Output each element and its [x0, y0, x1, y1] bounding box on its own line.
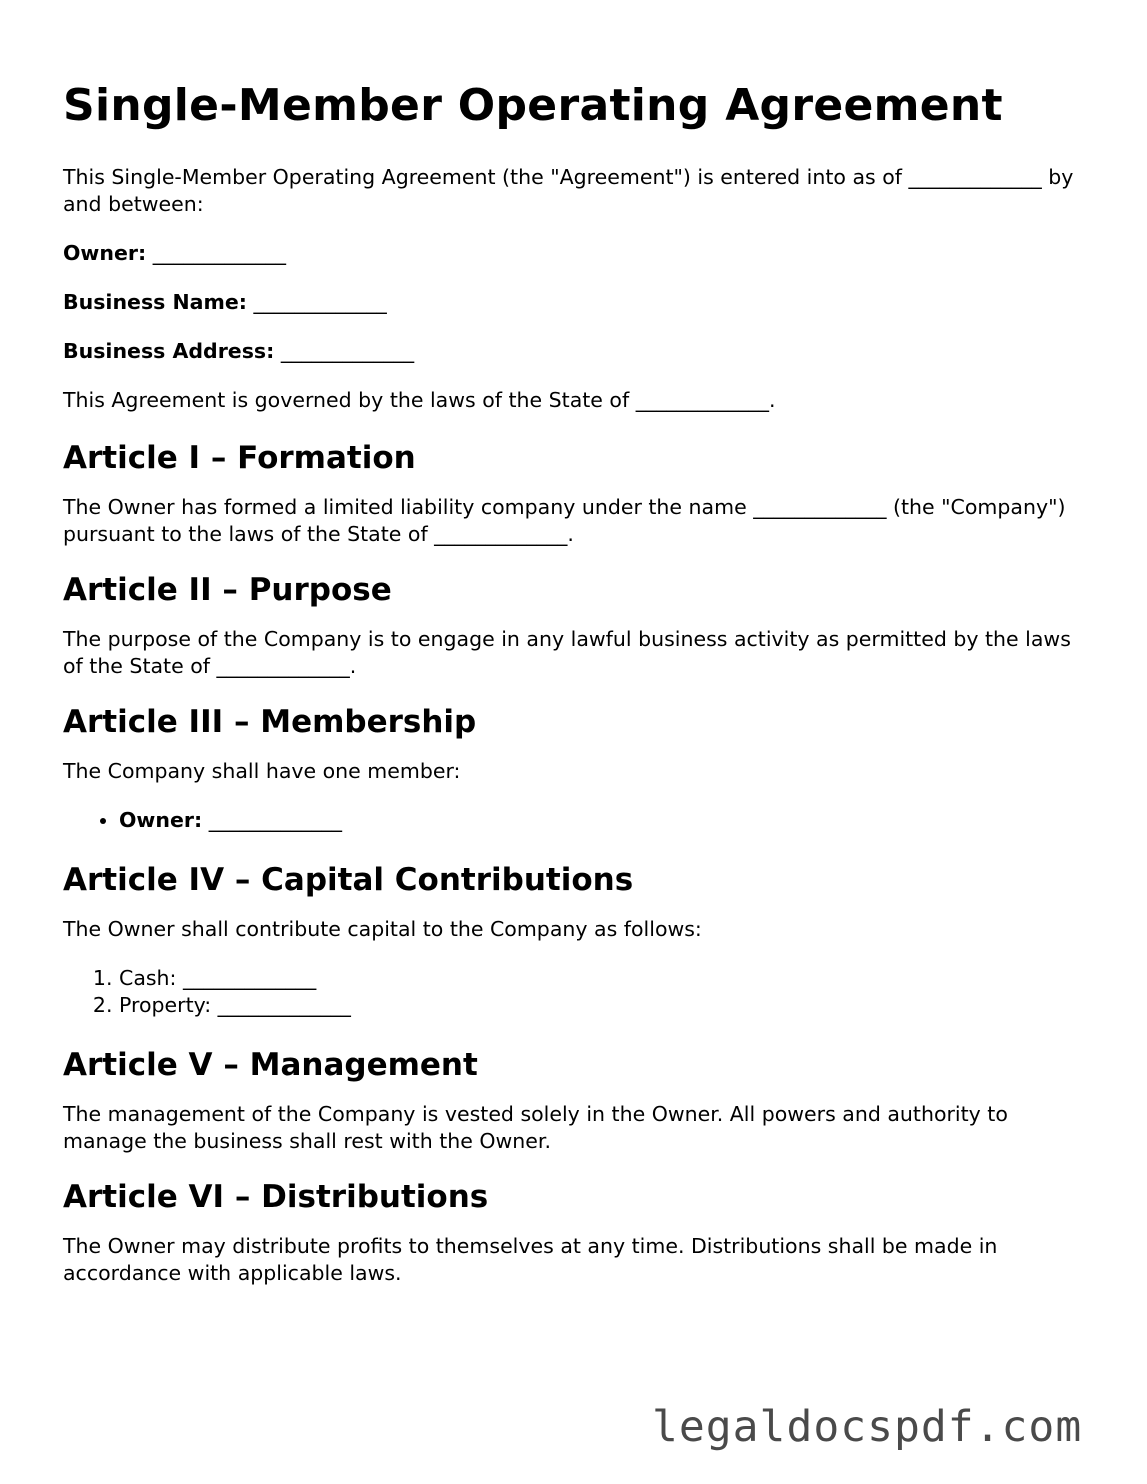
member-owner-label: Owner: — [119, 808, 203, 832]
article-body: The Owner may distribute profits to themselves at any time. Distributions shall be made in accordance with applicable laws. — [63, 1234, 998, 1285]
list-item: 1. Cash: _____________ — [119, 965, 1093, 992]
document-title: Single-Member Operating Agreement — [63, 80, 1003, 131]
business-address-label: Business Address: — [63, 339, 275, 363]
intro-paragraph: This Single-Member Operating Agreement (the "Agreement") is entered into as of _____________ by and between: — [63, 165, 1074, 216]
article-management — [63, 1045, 1093, 1155]
business-address-blank: _____________ — [280, 339, 415, 363]
article-heading: Article II – Purpose — [63, 572, 392, 608]
article-capital-contributions — [63, 860, 1093, 1019]
owner-blank: _____________ — [152, 241, 286, 265]
contribution-list — [63, 965, 1093, 1019]
article-heading: Article IV – Capital Contributions — [63, 862, 634, 898]
article-heading: Article VI – Distributions — [63, 1179, 489, 1215]
article-body: The purpose of the Company is to engage in any lawful business activity as permitted by the laws of the State of _____________. — [63, 627, 1071, 678]
owner-label: Owner: — [63, 241, 147, 265]
article-purpose — [63, 570, 1093, 680]
article-body: The Company shall have one member: — [63, 759, 461, 783]
business-name-blank: _____________ — [253, 290, 387, 314]
business-name-field — [63, 289, 1093, 316]
article-heading: Article III – Membership — [63, 704, 477, 740]
business-address-field — [63, 338, 1093, 365]
document-page — [63, 78, 1093, 1309]
watermark-text: legaldocspdf.com — [652, 1402, 1083, 1452]
business-name-label: Business Name: — [63, 290, 247, 314]
member-owner-blank: _____________ — [208, 808, 342, 832]
article-body: The Owner shall contribute capital to the Company as follows: — [63, 917, 702, 941]
article-heading: Article V – Management — [63, 1047, 478, 1083]
article-body: The management of the Company is vested solely in the Owner. All powers and authority to manage the business shall rest with the Owner. — [63, 1102, 1008, 1153]
list-item — [119, 807, 1093, 834]
article-distributions — [63, 1177, 1093, 1287]
article-body: The Owner has formed a limited liability company under the name _____________ (the "Company") pursuant to the laws of the State of _____________. — [63, 495, 1066, 546]
article-heading: Article I – Formation — [63, 440, 416, 476]
article-formation — [63, 438, 1093, 548]
governing-law-paragraph: This Agreement is governed by the laws of the State of _____________. — [63, 388, 776, 412]
member-list — [63, 807, 1093, 834]
article-membership — [63, 702, 1093, 834]
owner-field — [63, 240, 1093, 267]
list-item: 2. Property: _____________ — [119, 992, 1093, 1019]
